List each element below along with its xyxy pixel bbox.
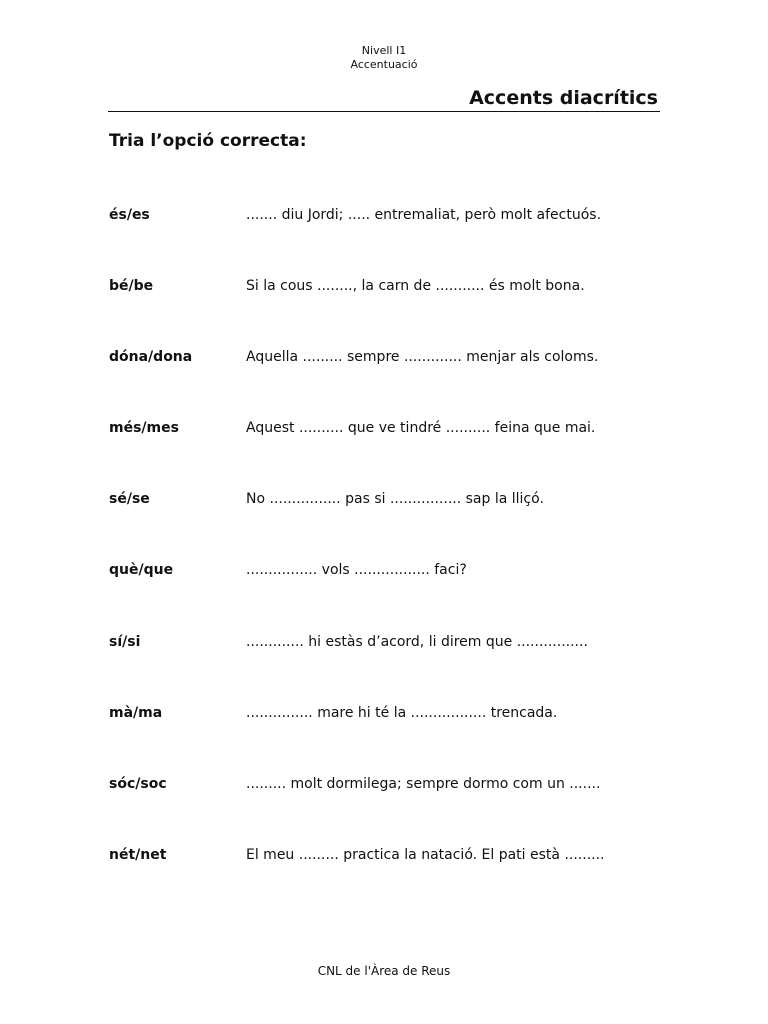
exercise-sentence: No ................ pas si ................ sap la lliçó.: [246, 491, 544, 508]
exercise-row: [109, 845, 669, 916]
word-pair: dóna/dona: [109, 349, 193, 366]
word-pair: més/mes: [109, 420, 179, 437]
exercise-sentence: El meu ......... practica la natació. El pati està .........: [246, 846, 605, 863]
word-pair: sé/se: [109, 491, 150, 508]
exercise-sentence: ............... mare hi té la ................. trencada.: [246, 704, 558, 721]
word-pair: nét/net: [109, 846, 167, 863]
exercise-sentence: Aquella ......... sempre ............. menjar als coloms.: [246, 349, 599, 366]
exercise-row: [109, 774, 669, 845]
exercise-row: [109, 489, 669, 560]
header-level: Nivell I1: [361, 44, 407, 57]
title-divider: [108, 111, 660, 112]
exercise-sentence: ................ vols ................. faci?: [246, 562, 467, 579]
exercise-row: [109, 703, 669, 774]
exercise-row: [109, 205, 669, 276]
exercise-row: [109, 347, 669, 418]
exercise-row: [109, 560, 669, 631]
exercise-row: [109, 632, 669, 703]
word-pair: és/es: [109, 207, 150, 223]
header-topic: Accentuació: [350, 58, 418, 71]
page-footer: CNL de l'Àrea de Reus: [317, 964, 451, 978]
word-pair: què/que: [109, 562, 174, 579]
exercise-sentence: ......... molt dormilega; sempre dormo com un .......: [246, 775, 601, 792]
exercise-sentence: Aquest .......... que ve tindré .......... feina que mai.: [246, 420, 596, 437]
exercise-list: [109, 205, 669, 916]
exercise-row: [109, 276, 669, 347]
word-pair: bé/be: [109, 278, 154, 295]
word-pair: mà/ma: [109, 704, 163, 721]
exercise-row: [109, 418, 669, 489]
page-title: Accents diacrítics: [469, 87, 658, 109]
word-pair: sóc/soc: [109, 775, 167, 792]
exercise-sentence: ............. hi estàs d’acord, li direm que ................: [246, 633, 588, 650]
exercise-sentence: Si la cous ........, la carn de ........... és molt bona.: [246, 278, 585, 295]
exercise-sentence: ....... diu Jordi; ..... entremaliat, però molt afectuós.: [246, 207, 602, 223]
instruction-heading: Tria l’opció correcta:: [109, 131, 307, 151]
word-pair: sí/si: [109, 633, 141, 650]
